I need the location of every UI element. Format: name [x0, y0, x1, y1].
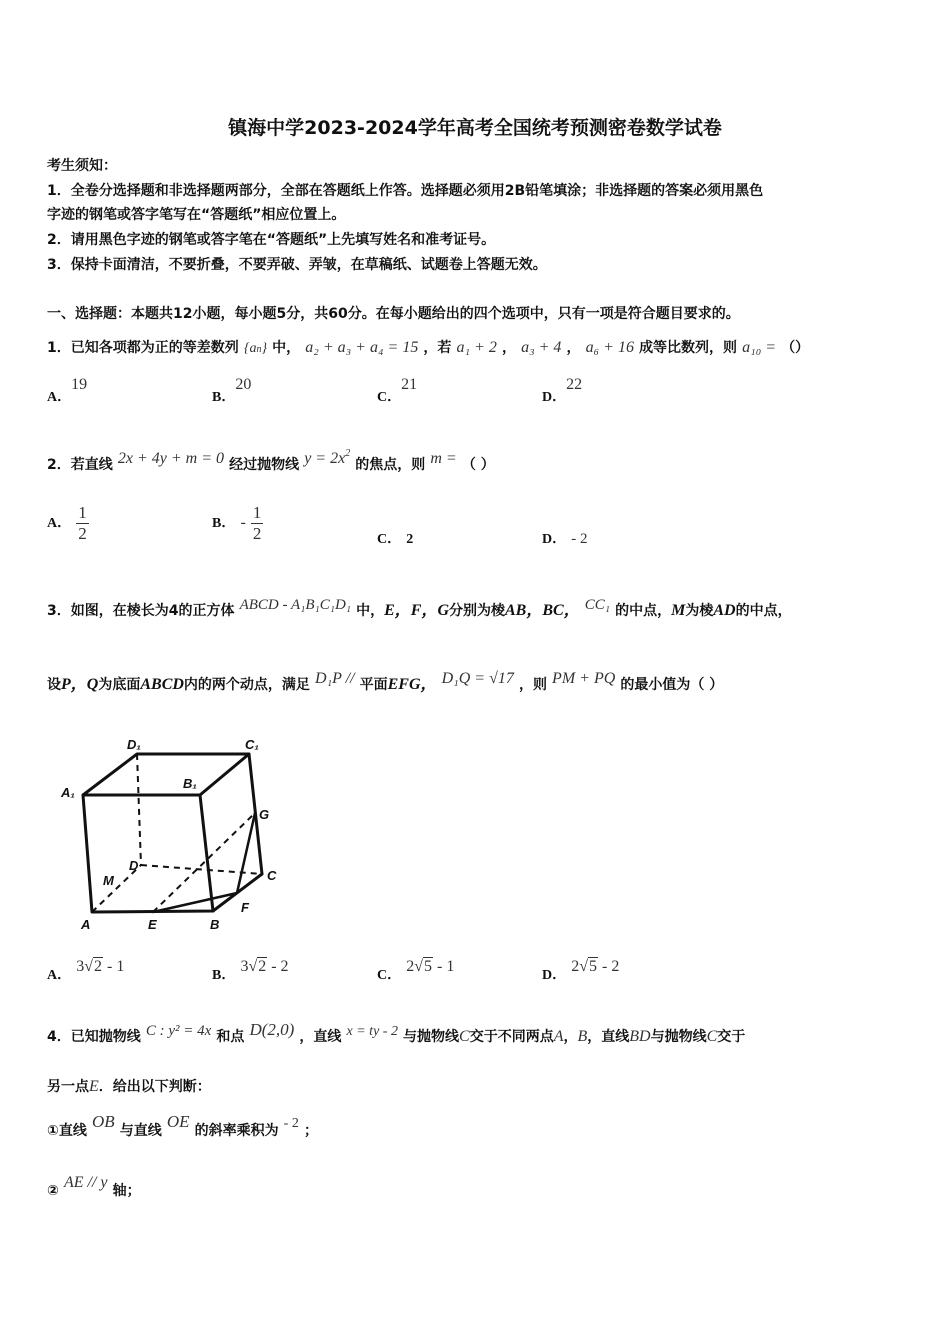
q3-text-10: 的中点， [735, 603, 792, 619]
q3-option-c[interactable] [377, 958, 454, 992]
question-4 [47, 1020, 745, 1054]
q2-option-a-den: 2 [78, 524, 87, 543]
q3-edges: AB，BC， [505, 602, 580, 619]
q2-option-d-value: - 2 [571, 531, 588, 547]
q3-cube: ABCD - A₁B₁C₁D₁ [239, 597, 351, 613]
notice-item-1-cont: 字迹的钢笔或答字笔写在“答题纸”相应位置上。 [47, 207, 346, 223]
q4-judgement-2 [47, 1174, 141, 1207]
q3-points-pq: P，Q [61, 676, 99, 693]
question-4-line-2 [47, 1070, 211, 1103]
q3-l2-text-5: 内的两个动点，满足 [183, 677, 310, 693]
label-c: C [267, 868, 277, 883]
q3-l2-text-8: ，则 [518, 677, 547, 693]
q3-option-d[interactable] [542, 958, 619, 992]
q1-sequence: {an} [243, 341, 268, 356]
q1-option-d[interactable] [542, 376, 583, 406]
q4-text-8: 与抛物线 [650, 1029, 707, 1045]
q1-option-c-value: 21 [401, 376, 418, 393]
q2-option-c[interactable] [377, 528, 413, 548]
label-a: A [81, 917, 91, 932]
q3-text-8: 为棱 [685, 603, 714, 619]
q2-option-c-label: C． [377, 532, 402, 547]
q3-l2-text-3: 为底面 [98, 677, 141, 693]
q1-text-7: （） [781, 340, 810, 356]
q1-text-3: ，若 [423, 340, 452, 356]
q2-text-4: （ ） [461, 457, 495, 473]
q1-option-c-label: C． [377, 390, 402, 405]
q3-pm-pq: PM + PQ [552, 670, 616, 687]
label-c1: C₁ [245, 737, 259, 752]
question-2 [47, 448, 495, 483]
q1-option-b-value: 20 [235, 376, 252, 393]
q4-e: E [89, 1078, 99, 1095]
label-d1: D₁ [127, 737, 141, 752]
q3-option-c-label: C． [377, 968, 402, 983]
q3-l2-text-6: 平面 [359, 677, 388, 693]
cube-figure [55, 732, 295, 937]
question-3 [47, 594, 792, 627]
q1-option-b[interactable] [212, 376, 252, 406]
q3-option-b-label: B． [212, 968, 236, 983]
q4-j1-text-3: 的斜率乘积为 [194, 1123, 279, 1139]
label-a1: A₁ [61, 785, 75, 800]
q3-option-a-value: 3√2 - 1 [76, 958, 125, 975]
q4-text-5: 交于不同两点 [469, 1029, 554, 1045]
q3-option-d-rad: 5 [589, 958, 597, 975]
label-d: D [129, 858, 139, 873]
q2-option-c-value: 2 [406, 532, 414, 547]
label-m: M [103, 873, 114, 888]
question-1 [47, 331, 809, 366]
q3-text-2: 中， [356, 603, 385, 619]
q2-option-b[interactable] [212, 503, 263, 544]
q4-text-6: ， [563, 1029, 578, 1045]
q2-option-a-num: 1 [78, 503, 87, 522]
q1-option-d-value: 22 [566, 376, 583, 393]
q2-option-b-fraction [251, 503, 264, 544]
q3-base-abcd: ABCD [140, 676, 184, 693]
q2-option-a-fraction [76, 503, 89, 544]
q3-plane-efg: EFG， [387, 676, 437, 693]
q1-text-5: ， [566, 340, 581, 356]
q2-option-b-den: 2 [252, 524, 262, 543]
q2-parabola-exp: 2 [345, 448, 351, 459]
q2-option-b-label: B． [212, 516, 236, 531]
q4-point-d: D(2,0) [249, 1020, 295, 1039]
q3-text-6: 的中点， [615, 603, 672, 619]
q3-option-c-coef: 2 [406, 958, 415, 975]
q4-parabola: C : y² = 4x [145, 1023, 212, 1039]
q3-option-c-rest: - 1 [437, 958, 455, 975]
q4-l2-text-2: ．给出以下判断： [98, 1079, 211, 1095]
q2-line-eq: 2x + 4y + m = 0 [117, 450, 224, 467]
section-heading: 一、选择题：本题共12小题，每小题5分，共60分。在每小题给出的四个选项中，只有一项是符合题目要求的。 [47, 306, 740, 322]
q3-option-a-coef: 3 [76, 958, 85, 975]
q1-text-6: 成等比数列，则 [639, 340, 738, 356]
q3-text-4: 分别为棱 [449, 603, 505, 619]
q2-option-d-label: D． [542, 532, 567, 547]
notice-heading: 考生须知： [47, 158, 117, 174]
cube-front-face [83, 795, 213, 912]
q2-parabola-eq [304, 450, 350, 467]
q4-text-3: ，直线 [299, 1029, 342, 1045]
q2-option-d[interactable] [542, 528, 587, 548]
q3-option-d-label: D． [542, 968, 567, 983]
q4-text-7: ，直线 [587, 1029, 630, 1045]
q2-text-1: 2．若直线 [47, 457, 113, 473]
q1-option-a-label: A． [47, 390, 72, 405]
q1-term-a6: a₆ + 16 [585, 339, 634, 356]
q4-a: A [553, 1028, 564, 1045]
q1-term-a10: a₁₀ = [742, 339, 777, 356]
page-title: 镇海中学2023-2024学年高考全国统考预测密卷数学试卷 [228, 117, 722, 139]
label-e: E [148, 917, 157, 932]
label-g: G [259, 807, 270, 822]
q2-option-b-sign: - [240, 514, 246, 531]
q4-j2-text-2: 轴； [112, 1183, 141, 1199]
q3-edge-cc1: CC₁ [584, 597, 611, 613]
q1-option-c[interactable] [377, 376, 418, 406]
q3-d1p: D₁P // [315, 670, 355, 687]
q3-edge-ad: AD [713, 602, 736, 619]
q4-b: B [577, 1028, 588, 1045]
q3-option-c-rad: 5 [424, 958, 432, 975]
q4-j2-text-1: ② [47, 1183, 59, 1199]
label-b: B [210, 917, 220, 932]
q3-point-m: M [671, 602, 686, 619]
q2-m: m = [430, 450, 457, 467]
q3-option-b-value: 3√2 - 2 [240, 958, 289, 975]
q4-j1-text-4: ； [303, 1123, 318, 1139]
q2-option-b-num: 1 [252, 503, 262, 522]
q4-c-2: C [459, 1028, 470, 1045]
q4-neg2: - 2 [283, 1116, 299, 1131]
notice-item-1: 1．全卷分选择题和非选择题两部分，全部在答题纸上作答。选择题必须用2B铅笔填涂；非选择题的答案必须用黑色 [47, 183, 764, 199]
q4-oe: OE [166, 1112, 190, 1131]
q3-option-a-rest: - 1 [107, 958, 125, 975]
q3-d1q: D₁Q = √17 [441, 670, 514, 687]
q1-option-a-value: 19 [71, 376, 88, 393]
question-3-line-2 [47, 668, 723, 701]
q1-sum: a₂ + a₃ + a₄ = 15 [305, 339, 419, 356]
q1-seq-a: a [249, 341, 257, 356]
q1-option-a[interactable] [47, 376, 88, 406]
q3-l2-text-1: 设 [47, 677, 61, 693]
q4-text-2: 和点 [216, 1029, 245, 1045]
q3-option-c-value: 2√5 - 1 [406, 958, 455, 975]
q2-text-2: 经过抛物线 [229, 457, 300, 473]
q3-option-d-value: 2√5 - 2 [571, 958, 620, 975]
q4-ae: AE // y [63, 1174, 108, 1191]
q4-text-4: 与抛物线 [403, 1029, 460, 1045]
q4-line: x = ty - 2 [346, 1024, 398, 1039]
q4-judgement-1 [47, 1114, 318, 1148]
label-f: F [241, 900, 249, 915]
q2-option-a[interactable] [47, 503, 89, 544]
q1-seq-sub: n [256, 344, 262, 355]
q3-text-1: 3．如图，在棱长为4的正方体 [47, 603, 235, 619]
q4-l2-text-1: 另一点 [47, 1079, 89, 1095]
q3-option-d-rest: - 2 [602, 958, 620, 975]
q2-option-a-label: A． [47, 516, 72, 531]
q3-l2-text-9: 的最小值为（ ） [620, 677, 724, 693]
q1-text-2: 中， [272, 340, 301, 356]
notice-item-2: 2．请用黑色字迹的钢笔或答字笔在“答题纸”上先填写姓名和准考证号。 [47, 232, 496, 248]
q4-text-1: 4．已知抛物线 [47, 1029, 141, 1045]
label-b1: B₁ [183, 776, 197, 791]
notice-item-3: 3．保持卡面清洁，不要折叠，不要弄破、弄皱，在草稿纸、试题卷上答题无效。 [47, 257, 547, 273]
q1-text-1: 1．已知各项都为正的等差数列 [47, 340, 239, 356]
q3-option-b-rest: - 2 [271, 958, 289, 975]
q1-text-4: ， [501, 340, 516, 356]
q3-option-a-label: A． [47, 968, 72, 983]
q4-text-9: 交于 [717, 1029, 746, 1045]
q3-option-b-rad: 2 [258, 958, 267, 975]
q4-j1-text-2: 与直线 [119, 1123, 162, 1139]
q1-term-a1: a₁ + 2 [456, 339, 497, 356]
hidden-edge-d1d [137, 754, 141, 865]
q2-parabola-base: y = 2x [304, 450, 346, 467]
q4-j1-text-1: ①直线 [47, 1123, 87, 1139]
q3-option-d-coef: 2 [571, 958, 580, 975]
q3-option-a-rad: 2 [94, 958, 102, 975]
q4-bd: BD [629, 1028, 651, 1045]
q4-ob: OB [91, 1112, 115, 1131]
q3-points-efg: E，F，G [384, 602, 449, 619]
cube-top-face [83, 754, 249, 795]
q4-c-3: C [706, 1028, 718, 1045]
q1-term-a3: a₃ + 4 [521, 339, 562, 356]
q1-option-b-label: B． [212, 390, 236, 405]
q3-option-b-coef: 3 [240, 958, 249, 975]
q3-option-b[interactable] [212, 958, 289, 992]
q2-text-3: 的焦点，则 [355, 457, 426, 473]
q1-option-d-label: D． [542, 390, 567, 405]
q3-option-a[interactable] [47, 958, 124, 992]
